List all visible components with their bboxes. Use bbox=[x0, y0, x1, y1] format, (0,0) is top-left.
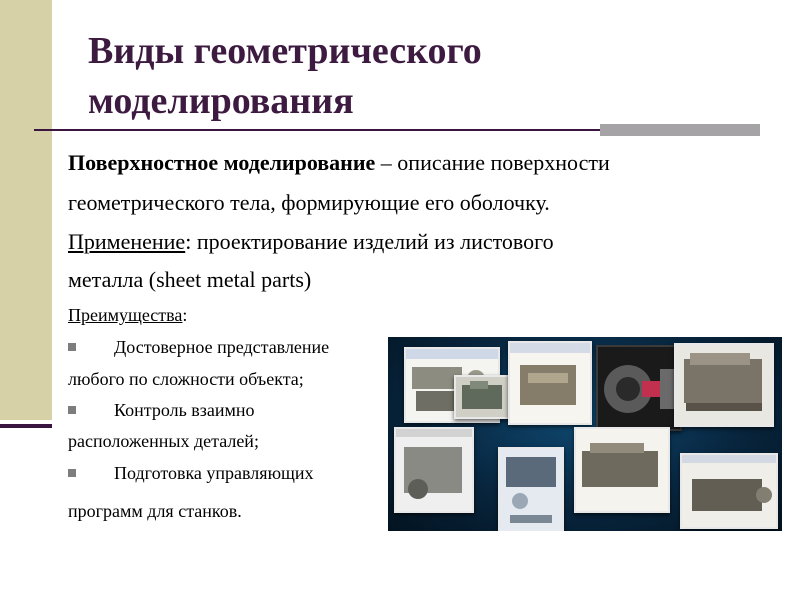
screenshot-thumbnail bbox=[574, 427, 670, 513]
title-line-2: моделирования bbox=[88, 80, 354, 122]
screenshot-thumbnail bbox=[394, 427, 474, 513]
slide-title bbox=[88, 26, 728, 126]
left-decorative-band bbox=[0, 0, 52, 420]
application-line-1 bbox=[68, 223, 554, 261]
definition-line-1 bbox=[68, 144, 610, 182]
title-line-1: Виды геометрического bbox=[88, 30, 482, 72]
bullet-3-line-2: программ для станков. bbox=[68, 501, 242, 521]
bullet-3-line-1 bbox=[68, 458, 314, 489]
advantages-colon: : bbox=[182, 305, 188, 325]
cad-engine-collage-image bbox=[388, 337, 782, 531]
bullet-2-text: Контроль взаимно bbox=[114, 400, 255, 420]
screenshot-thumbnail bbox=[680, 453, 778, 529]
application-label: Применение bbox=[68, 229, 186, 254]
application-line-2: металла (sheet metal parts) bbox=[68, 267, 312, 292]
square-bullet-icon bbox=[68, 406, 76, 414]
left-band-rule bbox=[0, 424, 52, 428]
title-accent-bar bbox=[600, 124, 760, 136]
bullet-2-line-2: расположенных деталей; bbox=[68, 431, 259, 451]
screenshot-thumbnail bbox=[508, 341, 592, 425]
application-rest: : проектирование изделий из листового bbox=[185, 229, 554, 254]
bullet-1-text: Достоверное представление bbox=[114, 337, 330, 357]
definition-term: Поверхностное моделирование bbox=[68, 150, 376, 175]
bullet-3-text: Подготовка управляющих bbox=[114, 463, 314, 483]
screenshot-thumbnail bbox=[498, 447, 564, 531]
square-bullet-icon bbox=[68, 343, 76, 351]
advantages-label: Преимущества bbox=[68, 305, 183, 325]
definition-line-2: геометрического тела, формирующие его оболочку. bbox=[68, 190, 550, 215]
bullet-2-line-1 bbox=[68, 395, 255, 426]
bullet-1-line-1 bbox=[68, 332, 329, 363]
bullet-1-line-2: любого по сложности объекта; bbox=[68, 369, 304, 389]
screenshot-thumbnail bbox=[454, 375, 516, 419]
advantages-heading bbox=[68, 300, 187, 331]
square-bullet-icon bbox=[68, 469, 76, 477]
screenshot-thumbnail bbox=[596, 345, 682, 431]
definition-rest: – описание поверхности bbox=[375, 150, 610, 175]
screenshot-thumbnail bbox=[674, 343, 774, 427]
